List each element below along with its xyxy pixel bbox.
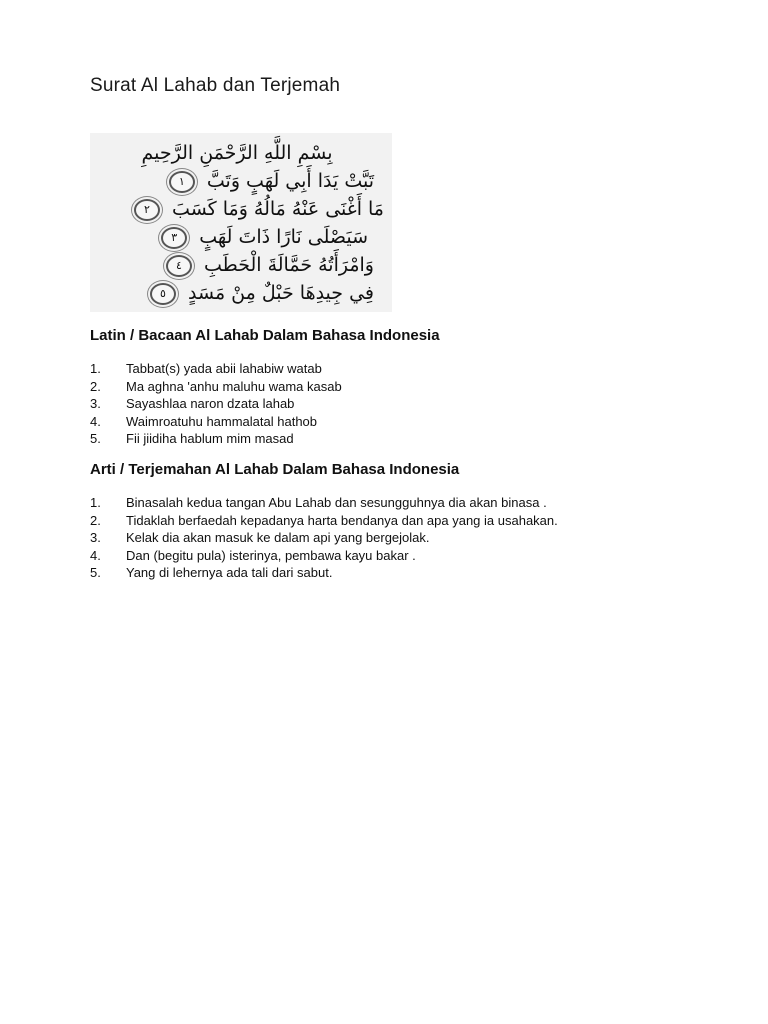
list-item-number: 5. <box>90 565 101 581</box>
list-item-text: Waimroatuhu hammalatal hathob <box>126 413 318 429</box>
verse-number-marker: ٢ <box>134 199 160 221</box>
list-item-text: Tabbat(s) yada abii lahabiw watab <box>126 361 322 376</box>
arabic-line-verse-1 <box>90 169 392 193</box>
list-item-number: 1. <box>90 361 101 376</box>
latin-section-heading: Latin / Bacaan Al Lahab Dalam Bahasa Indonesia <box>90 327 440 344</box>
arabic-line-verse-2 <box>90 197 392 221</box>
list-item <box>90 529 558 547</box>
arabic-verses-image <box>90 133 392 312</box>
list-item <box>90 395 342 413</box>
list-item-text: Tidaklah berfaedah kepadanya harta bendanya dan apa yang ia usahakan. <box>126 512 558 528</box>
list-item <box>90 430 342 448</box>
page-title: Surat Al Lahab dan Terjemah <box>90 75 341 96</box>
arabic-line-verse-3 <box>90 225 392 249</box>
arabic-line-verse-4 <box>90 253 392 277</box>
latin-list <box>90 360 342 448</box>
list-item-number: 4. <box>90 413 101 429</box>
list-item <box>90 413 342 431</box>
verse-number-marker: ٤ <box>166 255 192 277</box>
translation-list <box>90 494 558 582</box>
list-item <box>90 564 558 582</box>
list-item-number: 2. <box>90 512 101 528</box>
verse-number-marker: ٥ <box>150 283 176 305</box>
verse-number-marker: ١ <box>169 171 195 193</box>
list-item-number: 1. <box>90 495 101 510</box>
list-item-text: Binasalah kedua tangan Abu Lahab dan sesungguhnya dia akan binasa . <box>126 495 547 510</box>
list-item-number: 3. <box>90 530 101 546</box>
list-item-number: 3. <box>90 396 101 412</box>
arabic-line-text: فِي جِيدِهَا حَبْلٌ مِنْ مَسَدٍ <box>188 282 374 304</box>
verse-number-marker: ٣ <box>161 227 187 249</box>
arabic-line-text: تَبَّتْ يَدَا أَبِي لَهَبٍ وَتَبَّ <box>206 170 374 192</box>
list-item-text: Sayashlaa naron dzata lahab <box>126 396 295 412</box>
list-item <box>90 378 342 396</box>
arabic-line-text: بِسْمِ اللَّهِ الرَّحْمَنِ الرَّحِيمِ <box>141 142 333 164</box>
arabic-line-text: مَا أَغْنَى عَنْهُ مَالُهُ وَمَا كَسَبَ <box>172 198 384 220</box>
list-item-number: 4. <box>90 547 101 563</box>
translation-section-heading: Arti / Terjemahan Al Lahab Dalam Bahasa Indonesia <box>90 461 460 478</box>
list-item-text: Fii jiidiha hablum mim masad <box>126 431 294 447</box>
list-item-number: 5. <box>90 431 101 447</box>
list-item <box>90 360 342 378</box>
list-item-number: 2. <box>90 378 101 394</box>
list-item <box>90 512 558 530</box>
list-item-text: Dan (begitu pula) isterinya, pembawa kayu bakar . <box>126 547 416 563</box>
arabic-line-basmala <box>90 141 392 165</box>
list-item-text: Ma aghna 'anhu maluhu wama kasab <box>126 378 342 394</box>
arabic-line-text: وَامْرَأَتُهُ حَمَّالَةَ الْحَطَبِ <box>203 254 374 276</box>
arabic-line-text: سَيَصْلَى نَارًا ذَاتَ لَهَبٍ <box>199 226 368 248</box>
list-item-text: Kelak dia akan masuk ke dalam api yang bergejolak. <box>126 530 430 546</box>
list-item-text: Yang di lehernya ada tali dari sabut. <box>126 565 333 581</box>
list-item <box>90 547 558 565</box>
arabic-line-verse-5 <box>90 281 392 305</box>
list-item <box>90 494 558 512</box>
